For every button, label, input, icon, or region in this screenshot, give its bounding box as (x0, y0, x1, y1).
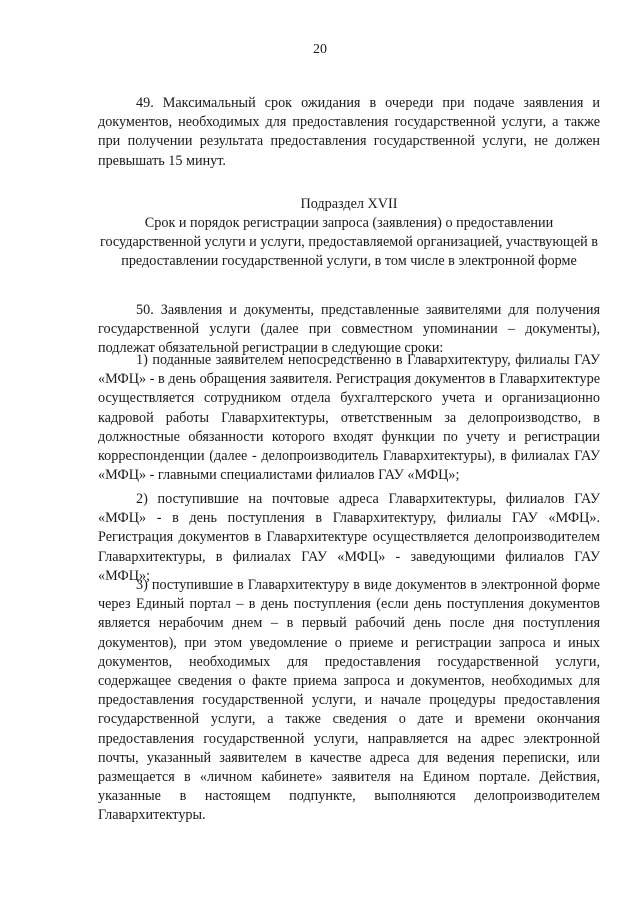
list-item-2: 2) поступившие на почтовые адреса Главархитектуры, филиалов ГАУ «МФЦ» - в день поступления в Главархитектуру, филиалы ГАУ «МФЦ». Регистрация документов в Главархитектуре осуществляется делопроизводителем Главархитектуры, в филиалах ГАУ «МФЦ» - заведующими филиалов ГАУ «МФЦ»; (98, 491, 600, 584)
list-item-3: 3) поступившие в Главархитектуру в виде документов в электронной форме через Единый портал – в день поступления (если день поступления документов является нерабочим днем – в первый рабочий день после дня поступления документов), при этом уведомление о приеме и регистрации запроса и иных документов, необходимых для предоставления государственной услуги, содержащее сведения о факте приема запроса и документов, необходимых для предоставления государственной услуги, и начале процедуры предоставления государственной услуги, а также сведения о дате и времени окончания предоставления государственной услуги, направляется на адрес электронной почты, указанный заявителем в качестве адреса для ведения переписки, или размещается в «личном кабинете» заявителя на Едином портале. Действия, указанные в настоящем подпункте, выполняются делопроизводителем Главархитектуры. (98, 577, 600, 824)
paragraph-50: 50. Заявления и документы, представленные заявителями для получения государственной услуги (далее при совместном упоминании – документы), подлежат обязательной регистрации в следующие сроки: (98, 302, 600, 357)
subsection-title: Срок и порядок регистрации запроса (заявления) о предоставлении государственной услуги и услуги, предоставляемой организацией, участвующей в предоставлении государственной услуги, в том числе в электронной форме (100, 215, 598, 270)
page-number: 20 (313, 42, 327, 57)
paragraph-49: 49. Максимальный срок ожидания в очереди при подаче заявления и документов, необходимых для предоставления государственной услуги, а также при получении результата предоставления государственной услуги, не должен превышать 15 минут. (98, 95, 600, 169)
subsection-heading: Подраздел XVII (300, 196, 398, 212)
list-item-1: 1) поданные заявителем непосредственно в Главархитектуру, филиалы ГАУ «МФЦ» - в день обращения заявителя. Регистрация документов в Главархитектуре осуществляется сотрудником отдела бухгалтерского учета и организационно кадровой работы Главархитектуры, ответственным за делопроизводство, в должностные обязанности которого входят функции по учету и регистрации корреспонденции (далее - делопроизводитель Главархитектуры), в филиалах ГАУ «МФЦ» - главными специалистами филиалов ГАУ «МФЦ»; (98, 352, 600, 484)
